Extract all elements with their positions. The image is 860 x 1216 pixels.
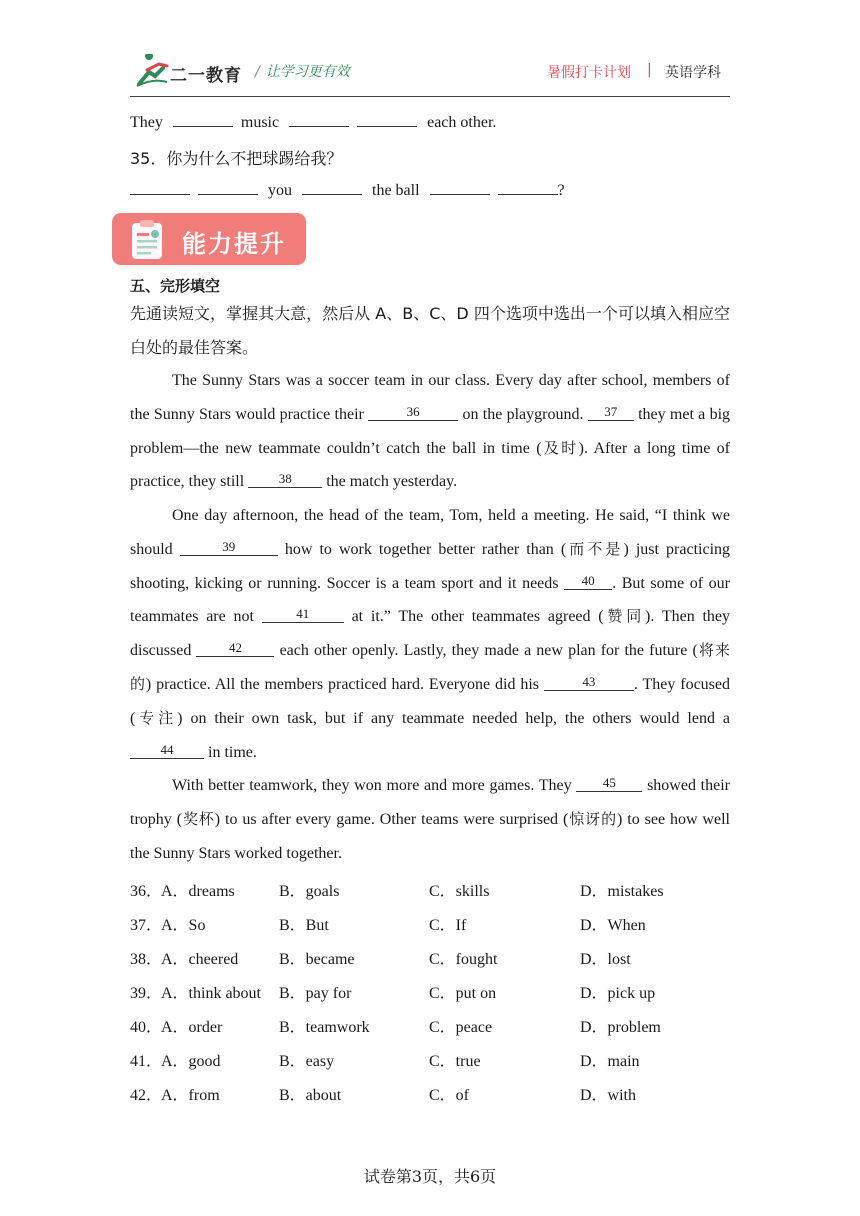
cloze-blank-43[interactable]: 43 xyxy=(544,675,634,691)
section-title: 五、完形填空 xyxy=(130,277,221,295)
option-c[interactable]: C．true xyxy=(429,1053,481,1070)
option-a[interactable]: A．So xyxy=(161,917,206,934)
q35-answer-line: you the ball ? xyxy=(130,180,565,200)
option-row-39: 39． A．think about B．pay for C．put on D．pick up xyxy=(130,980,730,1002)
clipboard-icon xyxy=(128,219,168,261)
passage-paragraph-1: The Sunny Stars was a soccer team in our class. Every day after school, members of the Sunny Stars would practice their 36 on the playground. 37 they met a big problem—the new teammate couldn’t catch the ball in time (及时). After a long time of practice, they still 38 the match yesterday. xyxy=(130,372,731,491)
option-c[interactable]: C．If xyxy=(429,917,467,934)
option-row-37: 37． A．So B．But C．If D．When xyxy=(130,912,730,934)
option-c[interactable]: C．peace xyxy=(429,1019,493,1036)
option-d[interactable]: D．mistakes xyxy=(580,883,664,900)
option-b[interactable]: B．easy xyxy=(279,1053,335,1070)
option-c[interactable]: C．put on xyxy=(429,985,497,1002)
answer-blank[interactable] xyxy=(289,112,349,127)
option-d[interactable]: D．main xyxy=(580,1053,640,1070)
cloze-blank-36[interactable]: 36 xyxy=(368,405,458,421)
option-c[interactable]: C．fought xyxy=(429,951,498,968)
option-a[interactable]: A．order xyxy=(161,1019,223,1036)
cloze-blank-38[interactable]: 38 xyxy=(248,472,322,488)
page-footer: 试卷第3页，共6页 xyxy=(363,1167,497,1186)
option-a[interactable]: A．good xyxy=(161,1053,221,1070)
option-a[interactable]: A．cheered xyxy=(161,951,239,968)
option-row-38: 38． A．cheered B．became C．fought D．lost xyxy=(130,946,730,968)
option-c[interactable]: C．of xyxy=(429,1087,470,1104)
option-d[interactable]: D．pick up xyxy=(580,985,656,1002)
option-row-40: 40． A．order B．teamwork C．peace D．problem xyxy=(130,1014,730,1036)
option-row-36: 36． A．dreams B．goals C．skills D．mistakes xyxy=(130,878,730,900)
option-row-42: 42． A．from B．about C．of D．with xyxy=(130,1082,730,1104)
header-separator: | xyxy=(647,62,652,78)
answer-blank[interactable] xyxy=(357,112,417,127)
logo-text: 二一教育 xyxy=(170,66,242,86)
answer-blank[interactable] xyxy=(430,180,490,195)
answer-blank[interactable] xyxy=(173,112,233,127)
cloze-blank-45[interactable]: 45 xyxy=(576,776,642,792)
option-b[interactable]: B．But xyxy=(279,917,329,934)
cloze-blank-40[interactable]: 40 xyxy=(564,574,612,590)
q35-prompt: 35．你为什么不把球踢给我？ xyxy=(130,149,343,168)
option-c[interactable]: C．skills xyxy=(429,883,490,900)
header-divider xyxy=(130,96,730,97)
answer-blank[interactable] xyxy=(302,180,362,195)
passage-paragraph-3: With better teamwork, they won more and more games. They 45 showed their trophy (奖杯) to us after every game. Other teams were surprised (惊讶的) to see how well the Sunny Stars worked together. xyxy=(130,775,730,862)
cloze-blank-44[interactable]: 44 xyxy=(130,743,204,759)
q34-line: They music each other. xyxy=(130,114,497,131)
option-b[interactable]: B．goals xyxy=(279,883,340,900)
option-b[interactable]: B．teamwork xyxy=(279,1019,370,1036)
option-d[interactable]: D．problem xyxy=(580,1019,661,1036)
option-d[interactable]: D．with xyxy=(580,1087,637,1104)
option-b[interactable]: B．pay for xyxy=(279,985,352,1002)
cloze-blank-41[interactable]: 41 xyxy=(262,607,344,623)
option-a[interactable]: A．dreams xyxy=(161,883,235,900)
header-slogan: / 让学习更有效 xyxy=(255,64,350,80)
banner-title: 能力提升 xyxy=(182,230,286,258)
cloze-blank-42[interactable]: 42 xyxy=(196,641,274,657)
option-a[interactable]: A．think about xyxy=(161,985,261,1002)
header-subject: 英语学科 xyxy=(665,65,721,81)
option-a[interactable]: A．from xyxy=(161,1087,220,1104)
cloze-blank-39[interactable]: 39 xyxy=(180,540,278,556)
answer-blank[interactable] xyxy=(130,180,190,195)
passage-paragraph-2: One day afternoon, the head of the team, Tom, held a meeting. He said, “I think we should 39 how to work together better rather than (而不是) just practicing shooting, kicking or running. Soccer is a team sport and it needs 40 . But some of our teammates are not 41 at it.” The other teammates agreed (赞同). Then they discussed 42 each other openly. Lastly, they made a new plan for the future (将来的) practice. All the members practiced hard. Everyone did his 43 . They focused (专注) on their own task, but if any teammate needed help, the others would lend a 44 in time. xyxy=(130,507,731,761)
section-instruction: 先通读短文，掌握其大意，然后从 A、B、C、D 四个选项中选出一个可以填入相应空白处的最佳答案。 xyxy=(130,304,730,357)
cloze-blank-37[interactable]: 37 xyxy=(588,405,634,421)
option-b[interactable]: B．about xyxy=(279,1087,342,1104)
option-d[interactable]: D．When xyxy=(580,917,646,934)
option-b[interactable]: B．became xyxy=(279,951,355,968)
option-row-41: 41． A．good B．easy C．true D．main xyxy=(130,1048,730,1070)
answer-blank[interactable] xyxy=(198,180,258,195)
answer-blank[interactable] xyxy=(498,180,558,195)
header-plan: 暑假打卡计划 xyxy=(547,65,631,81)
option-d[interactable]: D．lost xyxy=(580,951,631,968)
